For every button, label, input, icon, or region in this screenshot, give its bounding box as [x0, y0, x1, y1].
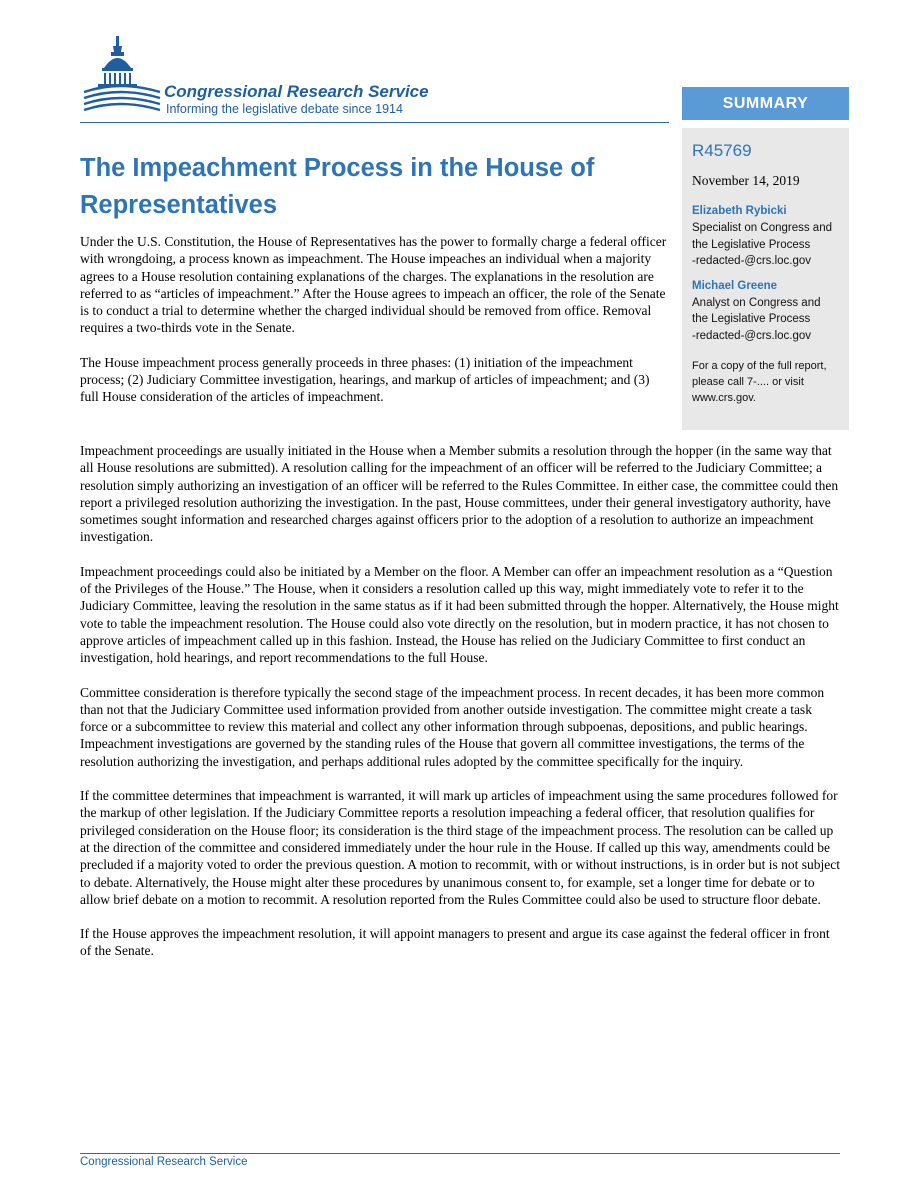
author-title: Analyst on Congress and	[692, 296, 821, 309]
body-paragraph: Impeachment proceedings are usually initiated in the House when a Member submits a resolution through the hopper (in the same way that all House resolutions are submitted). A resolution calling for the impeachment of an officer will be referred to the Judiciary Committee; a resolution simply authorizing an investigation of an officer will be referred to the Rules Committee. In either case, the committee could then report a privileged resolution authorizing the investigation. In the past, House committees, under their general investigatory authority, have sometimes sought information and researched charges against officers prior to the adoption of a resolution to authorize an impeachment investigation.	[80, 443, 839, 545]
body-paragraph: Committee consideration is therefore typically the second stage of the impeachment process. In recent decades, it has been more common than not that the Judiciary Committee used information provided from another outside investigation. The committee might create a task force or a subcommittee to review this material and collect any other information through subpoenas, depositions, and public hearings. Impeachment investigations are governed by the standing rules of the House that govern all committee investigations, the terms of the resolution authorizing the investigation, and perhaps additional rules adopted by the committee specifically for the inquiry.	[80, 684, 825, 769]
author-email: -redacted-@crs.loc.gov	[692, 255, 812, 267]
page-title: The Impeachment Process in the House of Representatives	[80, 154, 595, 219]
footer-divider	[80, 1153, 840, 1154]
org-name: Congressional Research Service	[164, 82, 429, 101]
header-divider	[80, 122, 669, 123]
report-number: R45769	[692, 141, 752, 160]
author-name: Elizabeth Rybicki	[692, 205, 787, 217]
contact-line: For a copy of the full report,	[692, 360, 827, 372]
contact-line: please call 7-.... or visit	[692, 376, 804, 388]
intro-paragraph: Under the U.S. Constitution, the House of Representatives has the power to formally charge a federal officer with wrongdoing, a process known as impeachment. The House impeaches an individual when a majority agrees to a House resolution containing explanations of the charges. The explanations in the resolution are referred to as “articles of impeachment.” After the House agrees to impeach an officer, the role of the Senate is to conduct a trial to determine whether the charged individual should be removed from office. Removal requires a two-thirds vote in the Senate.	[80, 234, 667, 336]
footer-text: Congressional Research Service	[80, 1156, 248, 1168]
contact-note	[692, 358, 841, 406]
author-name: Michael Greene	[692, 279, 778, 292]
author-block	[692, 203, 841, 270]
crs-logo	[80, 34, 480, 124]
author-title: Specialist on Congress and	[692, 222, 832, 234]
contact-link[interactable]: www.crs.gov.	[692, 392, 756, 404]
intro-section	[80, 233, 668, 423]
body-paragraph: If the House approves the impeachment resolution, it will appoint managers to present and argue its case against the federal officer in front of the Senate.	[80, 926, 830, 959]
summary-sidebar	[682, 128, 849, 430]
intro-paragraph: The House impeachment process generally proceeds in three phases: (1) initiation of the impeachment process; (2) Judiciary Committee investigation, hearings, and markup of articles of impeachment; and (3) full House consideration of the articles of impeachment.	[80, 354, 650, 405]
body-paragraph: If the committee determines that impeachment is warranted, it will mark up articles of impeachment using the same procedures followed for the markup of other legislation. If the Judiciary Committee reports a resolution impeaching a federal officer, that resolution qualifies for privileged consideration on the House floor; its consideration is the third stage of the impeachment process. The resolution can be called up at the direction of the committee and considered immediately under the hour rule in the House. If called up this way, amendments could be precluded if a majority voted to order the previous question. A motion to recommit, with or without instructions, is in order but is not subject to debate. Alternatively, the House might alter these procedures by unanimous consent to, for example, set a longer time for debate or to allow brief debate on a motion to recommit. A resolution reported from the Rules Committee could also be used to structure floor debate.	[80, 788, 841, 907]
author-block	[692, 278, 841, 345]
main-body	[80, 442, 840, 977]
report-date: November 14, 2019	[692, 173, 800, 188]
capitol-dome-icon	[80, 34, 162, 122]
summary-heading: SUMMARY	[682, 87, 849, 120]
body-paragraph: Impeachment proceedings could also be initiated by a Member on the floor. A Member can offer an impeachment resolution as a “Question of the Privileges of the House.” The House, when it considers a resolution called up this way, might immediately vote to refer it to the Judiciary Committee, leaving the resolution in the same status as if it had been submitted through the hopper. Alternatively, the House might vote to table the impeachment resolution. The House could also vote directly on the resolution, but in modern practice, it has not chosen to approve articles of impeachment called up in this fashion. Instead, the House has relied on the Judiciary Committee to first conduct an investigation, hold hearings, and report recommendations to the full House.	[80, 563, 839, 666]
author-email: -redacted-@crs.loc.gov	[692, 329, 812, 342]
org-tagline: Informing the legislative debate since 1914	[166, 102, 403, 116]
author-title: the Legislative Process	[692, 238, 811, 251]
author-title: the Legislative Process	[692, 313, 811, 325]
